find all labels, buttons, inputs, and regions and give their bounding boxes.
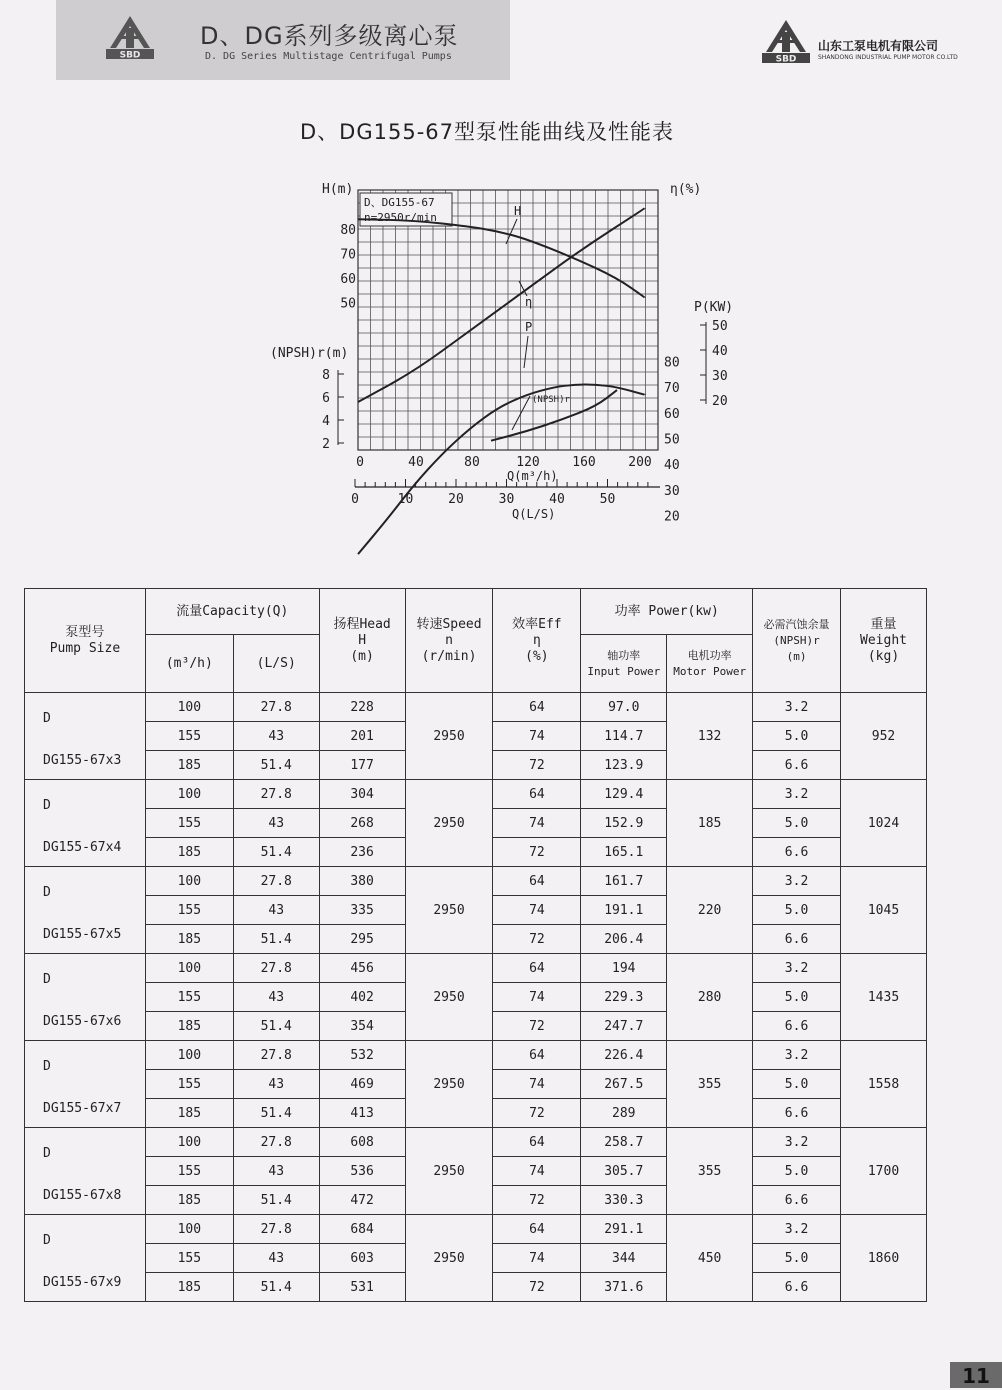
p-tick-label: 40	[712, 344, 728, 359]
motor-power-cell: 185	[667, 780, 753, 867]
weight-cell: 1045	[841, 867, 927, 954]
weight-cell: 1860	[841, 1215, 927, 1302]
table-row	[25, 1041, 927, 1070]
shaft-power-cell: 371.6	[581, 1273, 667, 1302]
capacity-ls-cell: 27.8	[233, 1041, 319, 1070]
capacity-ls-cell: 27.8	[233, 867, 319, 896]
capacity-ls-cell: 51.4	[233, 1273, 319, 1302]
series-title: D、DG系列多级离心泵	[200, 22, 459, 50]
npsh-cell: 6.6	[753, 751, 841, 780]
table-row	[25, 1128, 927, 1157]
capacity-m3h-cell: 185	[145, 1099, 233, 1128]
chart-label-line1: D、DG155-67	[364, 196, 435, 209]
capacity-m3h-cell: 185	[145, 925, 233, 954]
efficiency-cell: 74	[493, 722, 581, 751]
head-curve	[358, 219, 645, 297]
efficiency-cell: 64	[493, 1215, 581, 1244]
npsh-cell: 3.2	[753, 780, 841, 809]
efficiency-curve	[358, 385, 645, 555]
shaft-power-cell: 330.3	[581, 1186, 667, 1215]
x-axis-label: Q(m³/h)	[507, 469, 558, 483]
head-cell: 380	[319, 867, 405, 896]
motor-power-cell: 450	[667, 1215, 753, 1302]
x2-tick-label: 30	[498, 492, 515, 507]
eta-tick-label: 50	[664, 432, 680, 448]
npsh-cell: 6.6	[753, 925, 841, 954]
capacity-m3h-cell: 100	[145, 693, 233, 722]
capacity-m3h-cell: 185	[145, 838, 233, 867]
npsh-cell: 6.6	[753, 1186, 841, 1215]
npsh-cell: 6.6	[753, 1012, 841, 1041]
pump-model-cell: D DG155-67x3	[25, 693, 146, 780]
npsh-cell: 3.2	[753, 1128, 841, 1157]
efficiency-cell: 72	[493, 1186, 581, 1215]
efficiency-cell: 64	[493, 1041, 581, 1070]
weight-cell: 1558	[841, 1041, 927, 1128]
shaft-power-cell: 123.9	[581, 751, 667, 780]
capacity-ls-cell: 51.4	[233, 1099, 319, 1128]
curve-label-eta: η	[525, 295, 533, 309]
capacity-ls-cell: 43	[233, 809, 319, 838]
eta-tick-label: 80	[664, 355, 680, 371]
capacity-m3h-cell: 185	[145, 1186, 233, 1215]
head-cell: 201	[319, 722, 405, 751]
speed-cell: 2950	[405, 1041, 493, 1128]
page-title: D、DG155-67型泵性能曲线及性能表	[300, 120, 674, 144]
th-shaft-power: 轴功率 Input Power	[581, 635, 667, 693]
eta-tick-label: 40	[664, 458, 680, 474]
head-cell: 335	[319, 896, 405, 925]
efficiency-cell: 72	[493, 838, 581, 867]
efficiency-cell: 74	[493, 896, 581, 925]
shaft-power-cell: 97.0	[581, 693, 667, 722]
table-row	[25, 693, 927, 722]
motor-power-cell: 355	[667, 1041, 753, 1128]
company-name: 山东工泵电机有限公司	[818, 39, 939, 53]
pump-model-cell: D DG155-67x8	[25, 1128, 146, 1215]
eta-tick-label: 70	[664, 381, 680, 397]
capacity-m3h-cell: 100	[145, 1041, 233, 1070]
capacity-m3h-cell: 155	[145, 1157, 233, 1186]
capacity-ls-cell: 43	[233, 1070, 319, 1099]
speed-cell: 2950	[405, 693, 493, 780]
th-cap-ls: (L/S)	[233, 635, 319, 693]
capacity-ls-cell: 43	[233, 1157, 319, 1186]
pump-model-cell: D DG155-67x9	[25, 1215, 146, 1302]
th-motor-power: 电机功率 Motor Power	[667, 635, 753, 693]
h-tick-label: 60	[340, 272, 356, 287]
efficiency-cell: 64	[493, 954, 581, 983]
x2-tick-label: 10	[397, 492, 414, 507]
page-number: 11	[950, 1362, 1002, 1388]
shaft-power-cell: 291.1	[581, 1215, 667, 1244]
head-cell: 177	[319, 751, 405, 780]
head-cell: 469	[319, 1070, 405, 1099]
head-cell: 228	[319, 693, 405, 722]
npsh-cell: 3.2	[753, 1215, 841, 1244]
speed-cell: 2950	[405, 1215, 493, 1302]
th-power: 功率 Power(kw)	[581, 589, 753, 635]
capacity-m3h-cell: 100	[145, 954, 233, 983]
capacity-ls-cell: 43	[233, 896, 319, 925]
head-cell: 532	[319, 1041, 405, 1070]
efficiency-cell: 72	[493, 925, 581, 954]
capacity-m3h-cell: 185	[145, 1012, 233, 1041]
h-tick-label: 50	[340, 296, 356, 312]
capacity-ls-cell: 27.8	[233, 1128, 319, 1157]
shaft-power-cell: 129.4	[581, 780, 667, 809]
shaft-power-cell: 165.1	[581, 838, 667, 867]
npsh-cell: 5.0	[753, 983, 841, 1012]
shaft-power-cell: 267.5	[581, 1070, 667, 1099]
capacity-ls-cell: 27.8	[233, 1215, 319, 1244]
capacity-m3h-cell: 100	[145, 867, 233, 896]
head-cell: 608	[319, 1128, 405, 1157]
efficiency-cell: 72	[493, 1273, 581, 1302]
capacity-ls-cell: 51.4	[233, 751, 319, 780]
capacity-m3h-cell: 155	[145, 983, 233, 1012]
shaft-power-cell: 194	[581, 954, 667, 983]
capacity-m3h-cell: 100	[145, 780, 233, 809]
head-cell: 472	[319, 1186, 405, 1215]
capacity-ls-cell: 27.8	[233, 693, 319, 722]
weight-cell: 1435	[841, 954, 927, 1041]
curve-label-npsh: (NPSH)r	[532, 395, 570, 405]
weight-cell: 1024	[841, 780, 927, 867]
motor-power-cell: 280	[667, 954, 753, 1041]
npsh-cell: 6.6	[753, 838, 841, 867]
x2-tick-label: 50	[599, 492, 616, 507]
p-axis-label: P(KW)	[694, 300, 734, 315]
performance-table-body	[25, 693, 927, 1302]
capacity-ls-cell: 51.4	[233, 1012, 319, 1041]
th-speed: 转速Speed n (r/min)	[405, 589, 493, 693]
head-cell: 295	[319, 925, 405, 954]
npsh-cell: 5.0	[753, 896, 841, 925]
chart-label-line2: n=2950r/min	[364, 211, 437, 224]
curve-label-p: P	[525, 320, 533, 334]
shaft-power-cell: 226.4	[581, 1041, 667, 1070]
curve-leader	[524, 336, 528, 368]
efficiency-cell: 74	[493, 1244, 581, 1273]
performance-chart	[0, 0, 1002, 560]
efficiency-cell: 74	[493, 1070, 581, 1099]
eta-tick-label: 20	[664, 509, 680, 525]
efficiency-cell: 64	[493, 1128, 581, 1157]
motor-power-cell: 132	[667, 693, 753, 780]
shaft-power-cell: 344	[581, 1244, 667, 1273]
efficiency-cell: 74	[493, 1157, 581, 1186]
capacity-ls-cell: 43	[233, 1244, 319, 1273]
efficiency-cell: 74	[493, 983, 581, 1012]
shaft-power-cell: 161.7	[581, 867, 667, 896]
efficiency-cell: 64	[493, 780, 581, 809]
pump-model-cell: D DG155-67x4	[25, 780, 146, 867]
p-tick-label: 30	[712, 369, 728, 384]
company-logo-text: SBD	[775, 54, 797, 64]
head-cell: 354	[319, 1012, 405, 1041]
capacity-m3h-cell: 155	[145, 809, 233, 838]
series-subtitle: D. DG Series Multistage Centrifugal Pumps	[205, 51, 452, 62]
p-tick-label: 20	[712, 394, 728, 409]
shaft-power-cell: 305.7	[581, 1157, 667, 1186]
efficiency-cell: 74	[493, 809, 581, 838]
capacity-ls-cell: 43	[233, 722, 319, 751]
x-tick-label: 120	[516, 455, 540, 470]
capacity-m3h-cell: 155	[145, 1070, 233, 1099]
head-cell: 684	[319, 1215, 405, 1244]
capacity-m3h-cell: 155	[145, 1244, 233, 1273]
npsh-cell: 3.2	[753, 954, 841, 983]
speed-cell: 2950	[405, 780, 493, 867]
eta-axis-label: η(%)	[670, 182, 702, 197]
weight-cell: 952	[841, 693, 927, 780]
th-head: 扬程Head H (m)	[319, 589, 405, 693]
capacity-ls-cell: 43	[233, 983, 319, 1012]
capacity-ls-cell: 51.4	[233, 925, 319, 954]
npsh-cell: 5.0	[753, 809, 841, 838]
speed-cell: 2950	[405, 1128, 493, 1215]
capacity-m3h-cell: 100	[145, 1215, 233, 1244]
table-row	[25, 1215, 927, 1244]
npsh-cell: 3.2	[753, 867, 841, 896]
npsh-cell: 5.0	[753, 1070, 841, 1099]
h-axis-label: H(m)	[322, 182, 354, 197]
efficiency-cell: 72	[493, 751, 581, 780]
efficiency-cell: 72	[493, 1099, 581, 1128]
x2-axis-label: Q(L/S)	[512, 507, 556, 521]
efficiency-cell: 72	[493, 1012, 581, 1041]
th-cap-m3h: (m³/h)	[145, 635, 233, 693]
power-curve	[358, 208, 645, 402]
npsh-tick-label: 4	[322, 414, 330, 429]
shaft-power-cell: 289	[581, 1099, 667, 1128]
company-name-en: SHANDONG INDUSTRIAL PUMP MOTOR CO.LTD	[818, 54, 958, 61]
npsh-cell: 5.0	[753, 1244, 841, 1273]
head-cell: 236	[319, 838, 405, 867]
h-tick-label: 70	[340, 247, 356, 263]
capacity-ls-cell: 51.4	[233, 1186, 319, 1215]
head-cell: 413	[319, 1099, 405, 1128]
table-row	[25, 780, 927, 809]
x-tick-label: 40	[408, 455, 424, 470]
motor-power-cell: 220	[667, 867, 753, 954]
eta-tick-label: 30	[664, 483, 680, 499]
table-row	[25, 954, 927, 983]
npsh-cell: 5.0	[753, 722, 841, 751]
x-tick-label: 80	[464, 455, 480, 470]
x2-tick-label: 0	[351, 492, 359, 507]
x-tick-label: 0	[356, 455, 364, 470]
capacity-m3h-cell: 185	[145, 1273, 233, 1302]
shaft-power-cell: 229.3	[581, 983, 667, 1012]
shaft-power-cell: 191.1	[581, 896, 667, 925]
head-cell: 536	[319, 1157, 405, 1186]
th-weight: 重量 Weight (kg)	[841, 589, 927, 693]
shaft-power-cell: 206.4	[581, 925, 667, 954]
x-tick-label: 200	[628, 455, 652, 470]
table-row	[25, 867, 927, 896]
pump-model-cell: D DG155-67x6	[25, 954, 146, 1041]
performance-table	[24, 588, 927, 1302]
x2-tick-label: 20	[448, 492, 464, 507]
th-npsh: 必需汽蚀余量 (NPSH)r (m)	[753, 589, 841, 693]
speed-cell: 2950	[405, 867, 493, 954]
pump-model-cell: D DG155-67x5	[25, 867, 146, 954]
shaft-power-cell: 258.7	[581, 1128, 667, 1157]
npsh-cell: 5.0	[753, 1157, 841, 1186]
capacity-m3h-cell: 185	[145, 751, 233, 780]
capacity-m3h-cell: 100	[145, 1128, 233, 1157]
shaft-power-cell: 247.7	[581, 1012, 667, 1041]
capacity-ls-cell: 51.4	[233, 838, 319, 867]
head-cell: 304	[319, 780, 405, 809]
npsh-cell: 3.2	[753, 1041, 841, 1070]
h-tick-label: 80	[340, 223, 356, 238]
x2-tick-label: 40	[549, 492, 565, 507]
head-cell: 268	[319, 809, 405, 838]
motor-power-cell: 355	[667, 1128, 753, 1215]
capacity-m3h-cell: 155	[145, 896, 233, 925]
npsh-cell: 6.6	[753, 1273, 841, 1302]
head-cell: 603	[319, 1244, 405, 1273]
th-pump-size: 泵型号 Pump Size	[25, 589, 146, 693]
weight-cell: 1700	[841, 1128, 927, 1215]
head-cell: 402	[319, 983, 405, 1012]
p-tick-label: 50	[712, 319, 728, 334]
npsh-tick-label: 2	[322, 437, 330, 452]
pump-model-cell: D DG155-67x7	[25, 1041, 146, 1128]
head-cell: 456	[319, 954, 405, 983]
capacity-ls-cell: 27.8	[233, 780, 319, 809]
curve-label-h: H	[514, 204, 522, 218]
speed-cell: 2950	[405, 954, 493, 1041]
th-eff: 效率Eff η (%)	[493, 589, 581, 693]
eta-tick-label: 60	[664, 406, 680, 422]
shaft-power-cell: 152.9	[581, 809, 667, 838]
efficiency-cell: 64	[493, 693, 581, 722]
npsh-tick-label: 8	[322, 368, 330, 383]
npsh-cell: 3.2	[753, 693, 841, 722]
head-cell: 531	[319, 1273, 405, 1302]
npsh-cell: 6.6	[753, 1099, 841, 1128]
npsh-axis-label: (NPSH)r(m)	[270, 346, 349, 361]
efficiency-cell: 64	[493, 867, 581, 896]
x-tick-label: 160	[572, 455, 596, 470]
capacity-m3h-cell: 155	[145, 722, 233, 751]
capacity-ls-cell: 27.8	[233, 954, 319, 983]
th-capacity: 流量Capacity(Q)	[145, 589, 319, 635]
npsh-tick-label: 6	[322, 391, 330, 406]
logo-text: SBD	[119, 50, 141, 60]
shaft-power-cell: 114.7	[581, 722, 667, 751]
